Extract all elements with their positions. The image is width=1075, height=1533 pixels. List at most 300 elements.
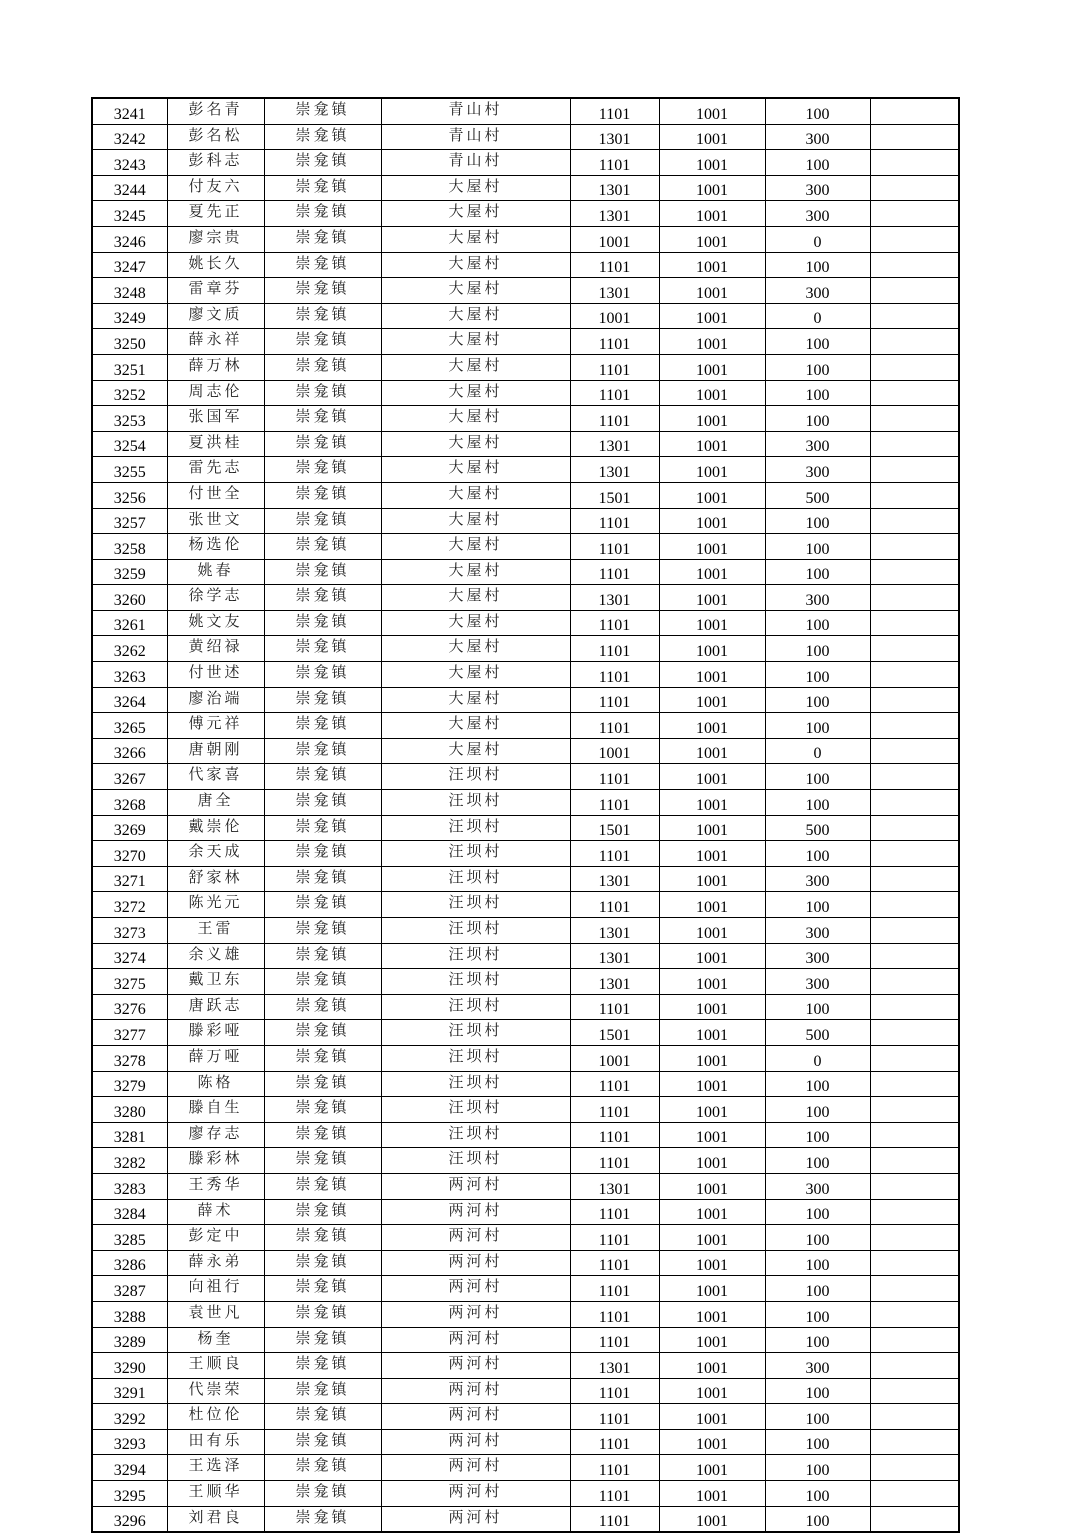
cell-town: 崇龛镇 xyxy=(264,1481,381,1507)
cell-name: 王雷 xyxy=(167,918,264,944)
cell-village: 青山村 xyxy=(381,150,570,176)
cell-name: 代崇荣 xyxy=(167,1378,264,1404)
cell-village: 两河村 xyxy=(381,1353,570,1379)
cell-name: 向祖行 xyxy=(167,1276,264,1302)
cell-code-b: 1001 xyxy=(659,1353,765,1379)
cell-code-b: 1001 xyxy=(659,790,765,816)
cell-code-b: 1001 xyxy=(659,278,765,304)
table-row xyxy=(92,534,959,560)
cell-code-b: 1001 xyxy=(659,1045,765,1071)
cell-name: 王秀华 xyxy=(167,1173,264,1199)
cell-amount: 100 xyxy=(765,1378,870,1404)
cell-row-number: 3292 xyxy=(92,1404,167,1430)
cell-town: 崇龛镇 xyxy=(264,98,381,124)
cell-town: 崇龛镇 xyxy=(264,636,381,662)
cell-amount: 500 xyxy=(765,1020,870,1046)
cell-town: 崇龛镇 xyxy=(264,201,381,227)
cell-code-b: 1001 xyxy=(659,354,765,380)
cell-village: 两河村 xyxy=(381,1481,570,1507)
cell-code-a: 1101 xyxy=(570,150,659,176)
cell-remark xyxy=(870,482,959,508)
table-row xyxy=(92,969,959,995)
cell-code-a: 1001 xyxy=(570,1045,659,1071)
cell-amount: 100 xyxy=(765,1199,870,1225)
table-row xyxy=(92,1327,959,1353)
cell-name: 付世全 xyxy=(167,482,264,508)
table-row xyxy=(92,918,959,944)
cell-village: 两河村 xyxy=(381,1404,570,1430)
cell-code-a: 1301 xyxy=(570,201,659,227)
cell-village: 汪坝村 xyxy=(381,892,570,918)
cell-code-b: 1001 xyxy=(659,1199,765,1225)
cell-remark xyxy=(870,841,959,867)
cell-town: 崇龛镇 xyxy=(264,1378,381,1404)
cell-name: 薛术 xyxy=(167,1199,264,1225)
cell-name: 雷先志 xyxy=(167,457,264,483)
cell-village: 汪坝村 xyxy=(381,1071,570,1097)
cell-code-b: 1001 xyxy=(659,380,765,406)
cell-code-a: 1301 xyxy=(570,943,659,969)
cell-amount: 0 xyxy=(765,226,870,252)
cell-code-b: 1001 xyxy=(659,150,765,176)
cell-village: 大屋村 xyxy=(381,738,570,764)
cell-row-number: 3249 xyxy=(92,303,167,329)
cell-code-a: 1101 xyxy=(570,1404,659,1430)
cell-remark xyxy=(870,1506,959,1532)
table-row xyxy=(92,1045,959,1071)
cell-remark xyxy=(870,764,959,790)
cell-town: 崇龛镇 xyxy=(264,1353,381,1379)
cell-name: 廖宗贵 xyxy=(167,226,264,252)
cell-town: 崇龛镇 xyxy=(264,841,381,867)
table-row xyxy=(92,994,959,1020)
cell-remark xyxy=(870,1225,959,1251)
cell-code-a: 1101 xyxy=(570,1455,659,1481)
cell-village: 两河村 xyxy=(381,1506,570,1532)
table-row xyxy=(92,1199,959,1225)
table-row xyxy=(92,1122,959,1148)
cell-name: 彭定中 xyxy=(167,1225,264,1251)
table-row xyxy=(92,457,959,483)
table-row xyxy=(92,1404,959,1430)
cell-village: 汪坝村 xyxy=(381,866,570,892)
cell-remark xyxy=(870,124,959,150)
cell-village: 大屋村 xyxy=(381,252,570,278)
cell-code-b: 1001 xyxy=(659,815,765,841)
cell-village: 两河村 xyxy=(381,1199,570,1225)
table-row xyxy=(92,1250,959,1276)
cell-row-number: 3251 xyxy=(92,354,167,380)
cell-town: 崇龛镇 xyxy=(264,559,381,585)
table-row xyxy=(92,662,959,688)
cell-row-number: 3271 xyxy=(92,866,167,892)
cell-name: 袁世凡 xyxy=(167,1301,264,1327)
cell-town: 崇龛镇 xyxy=(264,482,381,508)
cell-row-number: 3248 xyxy=(92,278,167,304)
table-row xyxy=(92,559,959,585)
cell-village: 两河村 xyxy=(381,1225,570,1251)
cell-village: 汪坝村 xyxy=(381,841,570,867)
table-row xyxy=(92,1481,959,1507)
cell-code-a: 1101 xyxy=(570,1378,659,1404)
cell-amount: 300 xyxy=(765,201,870,227)
cell-remark xyxy=(870,1353,959,1379)
cell-village: 大屋村 xyxy=(381,201,570,227)
cell-name: 滕彩林 xyxy=(167,1148,264,1174)
table-row xyxy=(92,354,959,380)
cell-remark xyxy=(870,610,959,636)
cell-town: 崇龛镇 xyxy=(264,585,381,611)
cell-row-number: 3282 xyxy=(92,1148,167,1174)
cell-village: 汪坝村 xyxy=(381,1122,570,1148)
cell-row-number: 3259 xyxy=(92,559,167,585)
cell-name: 夏先正 xyxy=(167,201,264,227)
cell-amount: 100 xyxy=(765,994,870,1020)
cell-name: 张国军 xyxy=(167,406,264,432)
cell-town: 崇龛镇 xyxy=(264,252,381,278)
cell-code-b: 1001 xyxy=(659,738,765,764)
cell-row-number: 3287 xyxy=(92,1276,167,1302)
cell-row-number: 3242 xyxy=(92,124,167,150)
cell-town: 崇龛镇 xyxy=(264,278,381,304)
cell-code-a: 1101 xyxy=(570,1122,659,1148)
cell-village: 大屋村 xyxy=(381,380,570,406)
cell-village: 青山村 xyxy=(381,124,570,150)
cell-code-b: 1001 xyxy=(659,1301,765,1327)
cell-town: 崇龛镇 xyxy=(264,175,381,201)
cell-code-a: 1301 xyxy=(570,175,659,201)
table-row xyxy=(92,431,959,457)
cell-name: 舒家林 xyxy=(167,866,264,892)
cell-amount: 300 xyxy=(765,969,870,995)
cell-amount: 100 xyxy=(765,508,870,534)
cell-village: 大屋村 xyxy=(381,457,570,483)
cell-remark xyxy=(870,354,959,380)
cell-row-number: 3252 xyxy=(92,380,167,406)
cell-remark xyxy=(870,175,959,201)
cell-amount: 300 xyxy=(765,943,870,969)
cell-code-b: 1001 xyxy=(659,98,765,124)
cell-row-number: 3254 xyxy=(92,431,167,457)
cell-town: 崇龛镇 xyxy=(264,892,381,918)
cell-remark xyxy=(870,1122,959,1148)
cell-code-b: 1001 xyxy=(659,124,765,150)
cell-remark xyxy=(870,431,959,457)
cell-row-number: 3246 xyxy=(92,226,167,252)
cell-remark xyxy=(870,790,959,816)
cell-amount: 300 xyxy=(765,278,870,304)
cell-code-a: 1101 xyxy=(570,354,659,380)
cell-code-b: 1001 xyxy=(659,1276,765,1302)
table-row xyxy=(92,1097,959,1123)
cell-code-a: 1101 xyxy=(570,98,659,124)
cell-name: 杨奎 xyxy=(167,1327,264,1353)
cell-code-b: 1001 xyxy=(659,1455,765,1481)
cell-code-a: 1101 xyxy=(570,1097,659,1123)
cell-village: 汪坝村 xyxy=(381,943,570,969)
cell-remark xyxy=(870,585,959,611)
cell-town: 崇龛镇 xyxy=(264,1148,381,1174)
cell-code-a: 1301 xyxy=(570,585,659,611)
cell-remark xyxy=(870,1199,959,1225)
cell-village: 汪坝村 xyxy=(381,969,570,995)
cell-name: 唐朝刚 xyxy=(167,738,264,764)
cell-amount: 100 xyxy=(765,687,870,713)
table-row xyxy=(92,1378,959,1404)
cell-code-b: 1001 xyxy=(659,482,765,508)
cell-code-b: 1001 xyxy=(659,610,765,636)
cell-town: 崇龛镇 xyxy=(264,124,381,150)
household-table xyxy=(91,97,960,1533)
cell-amount: 100 xyxy=(765,380,870,406)
cell-row-number: 3296 xyxy=(92,1506,167,1532)
cell-code-a: 1101 xyxy=(570,559,659,585)
cell-amount: 100 xyxy=(765,1122,870,1148)
cell-code-a: 1101 xyxy=(570,662,659,688)
cell-code-a: 1101 xyxy=(570,1071,659,1097)
cell-row-number: 3274 xyxy=(92,943,167,969)
cell-remark xyxy=(870,226,959,252)
cell-remark xyxy=(870,380,959,406)
cell-amount: 0 xyxy=(765,738,870,764)
cell-code-b: 1001 xyxy=(659,1020,765,1046)
cell-code-b: 1001 xyxy=(659,201,765,227)
cell-code-a: 1101 xyxy=(570,508,659,534)
cell-code-b: 1001 xyxy=(659,431,765,457)
cell-row-number: 3281 xyxy=(92,1122,167,1148)
cell-town: 崇龛镇 xyxy=(264,150,381,176)
table-row xyxy=(92,610,959,636)
cell-code-b: 1001 xyxy=(659,969,765,995)
cell-code-b: 1001 xyxy=(659,1404,765,1430)
cell-remark xyxy=(870,1404,959,1430)
table-row xyxy=(92,892,959,918)
cell-village: 汪坝村 xyxy=(381,790,570,816)
cell-remark xyxy=(870,636,959,662)
cell-amount: 0 xyxy=(765,1045,870,1071)
table-row xyxy=(92,380,959,406)
cell-name: 廖存志 xyxy=(167,1122,264,1148)
cell-town: 崇龛镇 xyxy=(264,943,381,969)
cell-village: 两河村 xyxy=(381,1276,570,1302)
cell-code-a: 1301 xyxy=(570,918,659,944)
cell-village: 汪坝村 xyxy=(381,994,570,1020)
cell-amount: 100 xyxy=(765,1327,870,1353)
cell-amount: 100 xyxy=(765,559,870,585)
cell-town: 崇龛镇 xyxy=(264,1122,381,1148)
cell-name: 夏洪桂 xyxy=(167,431,264,457)
cell-town: 崇龛镇 xyxy=(264,610,381,636)
cell-code-a: 1501 xyxy=(570,815,659,841)
cell-name: 陈格 xyxy=(167,1071,264,1097)
cell-village: 大屋村 xyxy=(381,610,570,636)
cell-row-number: 3243 xyxy=(92,150,167,176)
cell-row-number: 3276 xyxy=(92,994,167,1020)
cell-amount: 100 xyxy=(765,790,870,816)
cell-remark xyxy=(870,252,959,278)
cell-name: 王顺良 xyxy=(167,1353,264,1379)
table-row xyxy=(92,508,959,534)
cell-village: 大屋村 xyxy=(381,559,570,585)
cell-code-a: 1101 xyxy=(570,1506,659,1532)
cell-code-b: 1001 xyxy=(659,406,765,432)
cell-village: 汪坝村 xyxy=(381,1045,570,1071)
cell-code-a: 1101 xyxy=(570,1429,659,1455)
cell-town: 崇龛镇 xyxy=(264,329,381,355)
cell-town: 崇龛镇 xyxy=(264,1404,381,1430)
cell-town: 崇龛镇 xyxy=(264,226,381,252)
cell-code-a: 1101 xyxy=(570,841,659,867)
cell-code-b: 1001 xyxy=(659,687,765,713)
cell-code-b: 1001 xyxy=(659,534,765,560)
cell-row-number: 3275 xyxy=(92,969,167,995)
cell-name: 陈光元 xyxy=(167,892,264,918)
cell-town: 崇龛镇 xyxy=(264,918,381,944)
cell-name: 周志伦 xyxy=(167,380,264,406)
cell-village: 两河村 xyxy=(381,1455,570,1481)
cell-village: 大屋村 xyxy=(381,482,570,508)
cell-remark xyxy=(870,1020,959,1046)
cell-town: 崇龛镇 xyxy=(264,713,381,739)
cell-amount: 100 xyxy=(765,150,870,176)
cell-code-a: 1101 xyxy=(570,994,659,1020)
cell-amount: 100 xyxy=(765,252,870,278)
cell-name: 姚文友 xyxy=(167,610,264,636)
cell-village: 青山村 xyxy=(381,98,570,124)
cell-amount: 100 xyxy=(765,1301,870,1327)
table-row xyxy=(92,329,959,355)
cell-row-number: 3269 xyxy=(92,815,167,841)
cell-amount: 100 xyxy=(765,892,870,918)
cell-row-number: 3272 xyxy=(92,892,167,918)
cell-code-b: 1001 xyxy=(659,1173,765,1199)
cell-town: 崇龛镇 xyxy=(264,508,381,534)
cell-name: 唐跃志 xyxy=(167,994,264,1020)
cell-name: 滕彩哑 xyxy=(167,1020,264,1046)
cell-remark xyxy=(870,1301,959,1327)
cell-remark xyxy=(870,969,959,995)
cell-amount: 300 xyxy=(765,431,870,457)
table-row xyxy=(92,585,959,611)
cell-name: 杜位伦 xyxy=(167,1404,264,1430)
cell-code-a: 1101 xyxy=(570,790,659,816)
cell-town: 崇龛镇 xyxy=(264,1020,381,1046)
cell-remark xyxy=(870,534,959,560)
cell-remark xyxy=(870,815,959,841)
cell-code-b: 1001 xyxy=(659,226,765,252)
cell-name: 王顺华 xyxy=(167,1481,264,1507)
cell-village: 大屋村 xyxy=(381,636,570,662)
cell-row-number: 3273 xyxy=(92,918,167,944)
cell-name: 余义雄 xyxy=(167,943,264,969)
cell-remark xyxy=(870,150,959,176)
cell-amount: 100 xyxy=(765,662,870,688)
cell-remark xyxy=(870,943,959,969)
cell-code-a: 1301 xyxy=(570,278,659,304)
cell-village: 大屋村 xyxy=(381,687,570,713)
cell-amount: 100 xyxy=(765,1250,870,1276)
cell-code-a: 1301 xyxy=(570,431,659,457)
cell-amount: 100 xyxy=(765,1097,870,1123)
cell-amount: 100 xyxy=(765,1404,870,1430)
cell-town: 崇龛镇 xyxy=(264,303,381,329)
cell-town: 崇龛镇 xyxy=(264,1327,381,1353)
cell-village: 大屋村 xyxy=(381,175,570,201)
cell-code-b: 1001 xyxy=(659,329,765,355)
table-row xyxy=(92,150,959,176)
cell-name: 徐学志 xyxy=(167,585,264,611)
table-row xyxy=(92,226,959,252)
table-row xyxy=(92,866,959,892)
cell-name: 薛万林 xyxy=(167,354,264,380)
cell-code-a: 1101 xyxy=(570,636,659,662)
cell-amount: 100 xyxy=(765,841,870,867)
cell-town: 崇龛镇 xyxy=(264,1045,381,1071)
cell-code-b: 1001 xyxy=(659,1250,765,1276)
cell-remark xyxy=(870,918,959,944)
cell-remark xyxy=(870,457,959,483)
cell-name: 黄绍禄 xyxy=(167,636,264,662)
cell-code-b: 1001 xyxy=(659,559,765,585)
cell-village: 大屋村 xyxy=(381,303,570,329)
cell-row-number: 3263 xyxy=(92,662,167,688)
cell-row-number: 3266 xyxy=(92,738,167,764)
cell-town: 崇龛镇 xyxy=(264,1455,381,1481)
cell-remark xyxy=(870,559,959,585)
cell-remark xyxy=(870,1250,959,1276)
cell-row-number: 3247 xyxy=(92,252,167,278)
cell-town: 崇龛镇 xyxy=(264,866,381,892)
cell-name: 代家喜 xyxy=(167,764,264,790)
cell-name: 廖治端 xyxy=(167,687,264,713)
cell-name: 张世文 xyxy=(167,508,264,534)
cell-remark xyxy=(870,662,959,688)
cell-amount: 300 xyxy=(765,585,870,611)
cell-row-number: 3255 xyxy=(92,457,167,483)
cell-code-b: 1001 xyxy=(659,1429,765,1455)
cell-row-number: 3294 xyxy=(92,1455,167,1481)
cell-town: 崇龛镇 xyxy=(264,534,381,560)
cell-code-b: 1001 xyxy=(659,1122,765,1148)
cell-remark xyxy=(870,892,959,918)
cell-town: 崇龛镇 xyxy=(264,815,381,841)
table-row xyxy=(92,841,959,867)
cell-row-number: 3245 xyxy=(92,201,167,227)
cell-remark xyxy=(870,201,959,227)
cell-name: 傅元祥 xyxy=(167,713,264,739)
cell-code-a: 1301 xyxy=(570,124,659,150)
cell-name: 薛万哑 xyxy=(167,1045,264,1071)
cell-town: 崇龛镇 xyxy=(264,1250,381,1276)
cell-village: 两河村 xyxy=(381,1301,570,1327)
cell-village: 大屋村 xyxy=(381,508,570,534)
table-row xyxy=(92,406,959,432)
cell-town: 崇龛镇 xyxy=(264,994,381,1020)
cell-remark xyxy=(870,329,959,355)
cell-village: 两河村 xyxy=(381,1429,570,1455)
table-row xyxy=(92,1071,959,1097)
cell-town: 崇龛镇 xyxy=(264,662,381,688)
cell-code-a: 1301 xyxy=(570,1173,659,1199)
cell-town: 崇龛镇 xyxy=(264,790,381,816)
cell-row-number: 3270 xyxy=(92,841,167,867)
cell-amount: 100 xyxy=(765,610,870,636)
cell-code-a: 1101 xyxy=(570,534,659,560)
cell-remark xyxy=(870,1429,959,1455)
cell-amount: 100 xyxy=(765,1276,870,1302)
cell-code-a: 1501 xyxy=(570,1020,659,1046)
cell-code-b: 1001 xyxy=(659,1506,765,1532)
